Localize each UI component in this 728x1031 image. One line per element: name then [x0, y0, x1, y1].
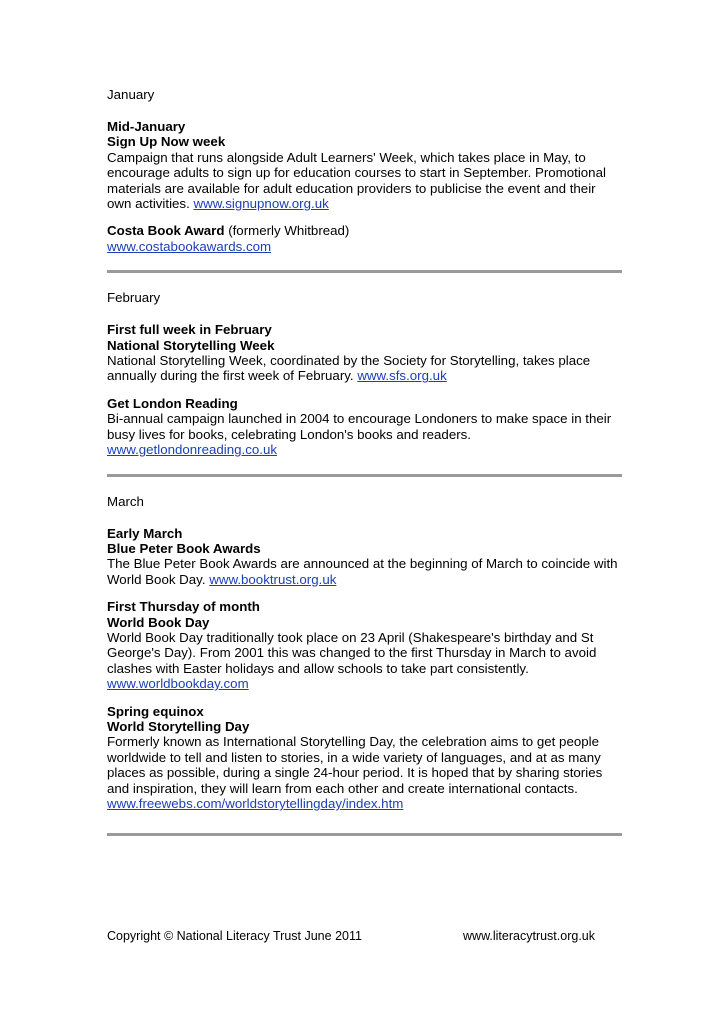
event-link[interactable]: www.getlondonreading.co.uk	[107, 442, 278, 458]
event-title: World Storytelling Day	[107, 718, 250, 734]
section-divider	[107, 474, 622, 477]
month-heading: February	[107, 290, 161, 306]
event-title: National Storytelling Week	[107, 337, 275, 353]
event-link-line	[107, 796, 622, 811]
event-link-line	[107, 442, 622, 457]
page-footer	[107, 929, 595, 944]
event-entry	[107, 526, 622, 588]
event-title: World Book Day	[107, 614, 210, 630]
event-date: First full week in February	[107, 322, 272, 338]
event-link[interactable]: www.signupnow.org.uk	[193, 196, 329, 212]
footer-copyright: Copyright © National Literacy Trust June 2011	[107, 929, 362, 943]
event-link[interactable]: www.worldbookday.com	[107, 676, 249, 692]
event-title-line	[107, 223, 622, 238]
document-page	[107, 87, 622, 836]
event-entry	[107, 704, 622, 812]
section-march	[107, 494, 622, 837]
section-divider	[107, 270, 622, 273]
event-description: Formerly known as International Storytelling Day, the celebration aims to get people worldwide to tell and listen to stories, in a wide variety of languages, and at as many places as possible, during a single 24-hour period. It is hoped that by sharing stories and inspiration, they will learn from each other and create international contacts.	[107, 734, 603, 796]
event-entry	[107, 599, 622, 691]
event-title: Costa Book Award	[107, 223, 225, 239]
event-entry	[107, 223, 622, 254]
footer-website: www.literacytrust.org.uk	[463, 929, 595, 943]
event-link[interactable]: www.costabookawards.com	[107, 238, 272, 254]
event-description	[107, 556, 622, 587]
event-link[interactable]: www.booktrust.org.uk	[209, 571, 337, 587]
event-date: Mid-January	[107, 119, 186, 134]
event-date: Spring equinox	[107, 703, 204, 719]
event-title: Sign Up Now week	[107, 134, 226, 150]
event-entry	[107, 396, 622, 458]
event-description-text: The Blue Peter Book Awards are announced at the beginning of March to coincide with World Book Day.	[107, 556, 618, 587]
section-divider	[107, 833, 622, 836]
event-link-line	[107, 676, 622, 691]
event-entry	[107, 322, 622, 384]
event-date: Early March	[107, 525, 183, 541]
event-date: First Thursday of month	[107, 599, 260, 615]
event-description: Bi-annual campaign launched in 2004 to encourage Londoners to make space in their busy lives for books, celebrating London's books and readers.	[107, 411, 612, 442]
event-description	[107, 353, 622, 384]
event-description-text: Campaign that runs alongside Adult Learners' Week, which takes place in May, to encourage adults to sign up for education courses to start in September. Promotional materials are available for adult education providers to publicise the event and their own activities.	[107, 149, 606, 212]
event-description	[107, 150, 622, 212]
event-title: Get London Reading	[107, 395, 238, 411]
event-description-text: National Storytelling Week, coordinated by the Society for Storytelling, takes place annually during the first week of February.	[107, 353, 591, 384]
event-title: Blue Peter Book Awards	[107, 540, 261, 556]
event-link[interactable]: www.freewebs.com/worldstorytellingday/index.htm	[107, 796, 404, 811]
event-note: (formerly Whitbread)	[228, 223, 350, 239]
month-heading: January	[107, 87, 155, 102]
month-heading: March	[107, 493, 144, 509]
section-january	[107, 87, 622, 273]
event-link[interactable]: www.sfs.org.uk	[357, 368, 447, 384]
event-description: World Book Day traditionally took place on 23 April (Shakespeare's birthday and St George's Day). From 2001 this was changed to the first Thursday in March to avoid clashes with Easter holidays and allow schools to take part consistently.	[107, 629, 597, 676]
section-february	[107, 290, 622, 476]
event-entry	[107, 119, 622, 211]
event-link-line	[107, 239, 622, 254]
